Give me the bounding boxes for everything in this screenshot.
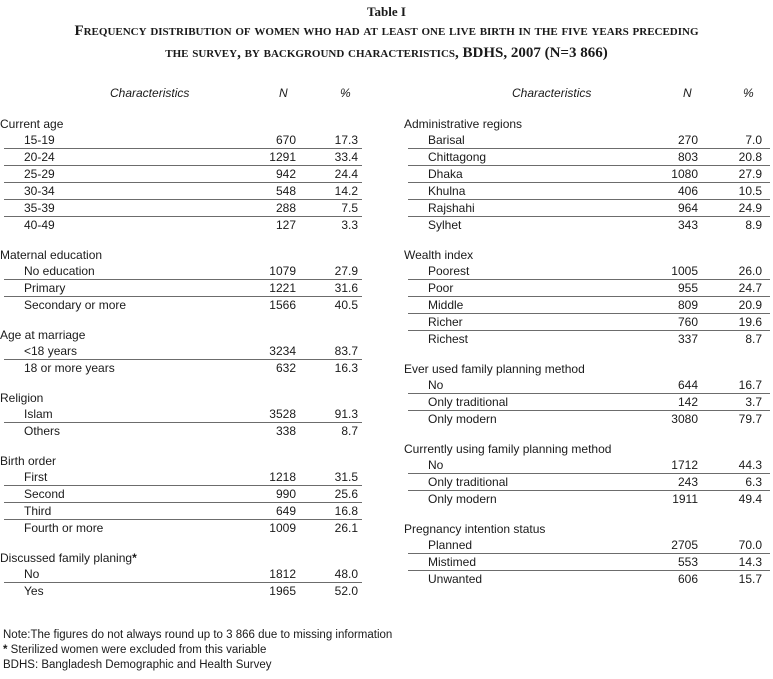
- table-row: [408, 314, 770, 331]
- row-pct: 15.7: [738, 572, 762, 586]
- table-row: [4, 166, 362, 183]
- table-row: [408, 537, 770, 554]
- row-n: 1712: [671, 458, 698, 472]
- group-discussed-family-planing: [0, 550, 362, 566]
- table-row: [4, 183, 362, 200]
- row-pct: 91.3: [334, 407, 358, 421]
- row-n: 288: [275, 201, 296, 215]
- row-pct: 8.7: [745, 332, 762, 346]
- row-label: Planned: [428, 538, 473, 552]
- row-n: 3528: [269, 407, 296, 421]
- row-n: 343: [677, 218, 698, 232]
- table-row: [4, 469, 362, 486]
- row-label: Secondary or more: [24, 298, 127, 312]
- row-label: Only traditional: [428, 475, 509, 489]
- table-row: [408, 297, 770, 314]
- row-n: 2705: [671, 538, 698, 552]
- row-n: 3234: [269, 344, 296, 358]
- row-label: Yes: [24, 584, 44, 598]
- table-row: [408, 377, 770, 394]
- row-label: Unwanted: [428, 572, 483, 586]
- row-n: 3080: [671, 412, 698, 426]
- row-pct: 27.9: [738, 167, 762, 181]
- row-n: 1911: [672, 492, 698, 506]
- row-n: 1218: [269, 470, 296, 484]
- header-n: N: [279, 86, 288, 100]
- row-label: Islam: [24, 407, 53, 421]
- row-pct: 16.3: [334, 361, 358, 375]
- row-label: 40-49: [24, 218, 55, 232]
- row-label: 25-29: [24, 167, 55, 181]
- row-label: Fourth or more: [24, 521, 104, 535]
- table-row: [408, 132, 770, 149]
- header-n: N: [683, 86, 692, 100]
- table-row: [408, 200, 770, 217]
- row-pct: 8.9: [745, 218, 762, 232]
- row-pct: 25.6: [334, 487, 358, 501]
- group-ever-used-fp: Ever used family planning method: [404, 362, 585, 376]
- group-title: Discussed family planing: [0, 551, 133, 565]
- row-n: 270: [677, 133, 698, 147]
- title-block: [0, 3, 773, 64]
- row-label: Poor: [428, 281, 454, 295]
- row-label: Barisal: [428, 133, 465, 147]
- row-label: Poorest: [428, 264, 470, 278]
- row-pct: 24.4: [334, 167, 358, 181]
- row-n: 942: [275, 167, 296, 181]
- asterisk-mark: *: [132, 551, 137, 565]
- row-label: Others: [24, 424, 61, 438]
- right-panel: [404, 80, 770, 587]
- row-label: No: [428, 458, 444, 472]
- footnote-note: Note:The figures do not always round up to 3 866 due to missing information: [3, 629, 393, 641]
- row-label: No education: [24, 264, 95, 278]
- row-n: 990: [275, 487, 296, 501]
- row-label: 30-34: [24, 184, 55, 198]
- row-label: Second: [24, 487, 65, 501]
- row-label: Richest: [428, 332, 469, 346]
- row-label: Chittagong: [428, 150, 487, 164]
- table-row: [4, 520, 362, 536]
- row-pct: 52.0: [334, 584, 358, 598]
- footnote-sterilized: [3, 643, 392, 658]
- row-n: 548: [275, 184, 296, 198]
- row-label: No: [24, 567, 40, 581]
- row-pct: 20.9: [738, 298, 762, 312]
- group-birth-order: Birth order: [0, 454, 57, 468]
- row-pct: 16.7: [738, 378, 762, 392]
- row-n: 964: [677, 201, 698, 215]
- row-n: 1566: [269, 298, 296, 312]
- row-n: 127: [275, 218, 296, 232]
- row-pct: 79.7: [738, 412, 762, 426]
- row-pct: 24.7: [738, 281, 762, 295]
- row-pct: 19.6: [738, 315, 762, 329]
- table-title-line-1: Frequency distribution of women who had at least one live birth in the five years preceding: [74, 23, 699, 39]
- row-label: Middle: [428, 298, 464, 312]
- row-n: 670: [275, 133, 296, 147]
- row-pct: 83.7: [334, 344, 358, 358]
- table-row: [4, 566, 362, 583]
- row-n: 1080: [671, 167, 698, 181]
- row-label: 18 or more years: [24, 361, 115, 375]
- row-pct: 70.0: [738, 538, 762, 552]
- row-pct: 40.5: [334, 298, 358, 312]
- header-pct: %: [743, 86, 754, 100]
- row-label: <18 years: [24, 344, 78, 358]
- row-pct: 14.2: [334, 184, 358, 198]
- row-label: Third: [24, 504, 52, 518]
- row-n: 760: [677, 315, 698, 329]
- row-label: Khulna: [428, 184, 466, 198]
- group-age-at-marriage: Age at marriage: [0, 328, 86, 342]
- table-row: [4, 280, 362, 297]
- table-row: [4, 200, 362, 217]
- row-n: 644: [677, 378, 698, 392]
- table-row: [4, 217, 362, 233]
- row-pct: 48.0: [334, 567, 358, 581]
- row-label: Only modern: [428, 492, 497, 506]
- row-pct: 7.5: [341, 201, 358, 215]
- table-row: [408, 217, 770, 233]
- table-row: [4, 132, 362, 149]
- row-n: 1291: [269, 150, 296, 164]
- table-row: [408, 183, 770, 200]
- row-n: 632: [275, 361, 296, 375]
- table-row: [4, 263, 362, 280]
- row-n: 1812: [269, 567, 296, 581]
- group-current-age: Current age: [0, 117, 64, 131]
- table-row: [4, 297, 362, 313]
- table-row: [408, 394, 770, 411]
- table-row: [408, 474, 770, 491]
- asterisk-mark: *: [3, 644, 8, 656]
- row-pct: 6.3: [745, 475, 762, 489]
- row-label: 20-24: [24, 150, 55, 164]
- header-characteristics: Characteristics: [110, 86, 190, 100]
- row-n: 406: [677, 184, 698, 198]
- table-row: [408, 280, 770, 297]
- group-pregnancy-intention: Pregnancy intention status: [404, 522, 546, 536]
- row-label: First: [24, 470, 48, 484]
- row-pct: 44.3: [738, 458, 762, 472]
- table-row: [4, 149, 362, 166]
- table-row: [408, 411, 770, 427]
- row-n: 1965: [269, 584, 296, 598]
- row-label: Richer: [428, 315, 463, 329]
- row-n: 337: [677, 332, 698, 346]
- table-row: [4, 503, 362, 520]
- row-pct: 49.4: [738, 492, 762, 506]
- table-row: [408, 457, 770, 474]
- row-pct: 16.8: [334, 504, 358, 518]
- table-row: [4, 583, 362, 599]
- table-label: Table I: [367, 4, 406, 19]
- row-label: No: [428, 378, 444, 392]
- table-row: [408, 554, 770, 571]
- row-pct: 26.0: [738, 264, 762, 278]
- row-pct: 27.9: [334, 264, 358, 278]
- row-pct: 3.7: [745, 395, 762, 409]
- table-row: [408, 571, 770, 587]
- table-row: [4, 343, 362, 360]
- row-pct: 14.3: [738, 555, 762, 569]
- table-row: [4, 406, 362, 423]
- row-n: 142: [677, 395, 698, 409]
- row-n: 1079: [269, 264, 296, 278]
- row-label: Mistimed: [428, 555, 477, 569]
- row-n: 955: [677, 281, 698, 295]
- row-pct: 31.6: [334, 281, 358, 295]
- row-n: 1221: [269, 281, 296, 295]
- table-row: [408, 149, 770, 166]
- footnote-sterilized-text: Sterilized women were excluded from this variable: [7, 644, 267, 656]
- row-n: 809: [677, 298, 698, 312]
- table-row: [4, 423, 362, 439]
- right-header-row: [404, 80, 770, 102]
- row-label: Only traditional: [428, 395, 509, 409]
- footnotes: [3, 628, 392, 673]
- row-pct: 31.5: [334, 470, 358, 484]
- row-pct: 26.1: [334, 521, 358, 535]
- row-pct: 33.4: [334, 150, 358, 164]
- row-pct: 3.3: [341, 218, 358, 232]
- row-pct: 20.8: [738, 150, 762, 164]
- group-maternal-education: Maternal education: [0, 248, 103, 262]
- table-row: [408, 491, 770, 507]
- row-label: 15-19: [24, 133, 55, 147]
- row-label: 35-39: [24, 201, 55, 215]
- footnote-abbreviation: BDHS: Bangladesh Demographic and Health Survey: [3, 659, 272, 671]
- left-header-row: [0, 80, 362, 102]
- header-characteristics: Characteristics: [512, 86, 592, 100]
- row-n: 553: [677, 555, 698, 569]
- header-pct: %: [340, 86, 351, 100]
- row-n: 803: [677, 150, 698, 164]
- row-n: 243: [677, 475, 698, 489]
- row-n: 1005: [671, 264, 698, 278]
- row-pct: 10.5: [738, 184, 762, 198]
- row-pct: 8.7: [341, 424, 358, 438]
- row-label: Only modern: [428, 412, 497, 426]
- row-n: 649: [275, 504, 296, 518]
- row-n: 1009: [269, 521, 296, 535]
- row-n: 338: [275, 424, 296, 438]
- group-religion: Religion: [0, 391, 44, 405]
- table-row: [408, 263, 770, 280]
- row-label: Dhaka: [428, 167, 463, 181]
- left-panel: [0, 80, 362, 599]
- table-row: [408, 166, 770, 183]
- row-label: Primary: [24, 281, 66, 295]
- row-pct: 24.9: [738, 201, 762, 215]
- group-wealth-index: Wealth index: [404, 248, 474, 262]
- row-label: Sylhet: [428, 218, 462, 232]
- row-label: Rajshahi: [428, 201, 475, 215]
- row-pct: 17.3: [334, 133, 358, 147]
- group-administrative-regions: Administrative regions: [404, 117, 523, 131]
- table-title-line-2: the survey, by background characteristics, BDHS, 2007 (N=3 866): [165, 45, 608, 61]
- table-row: [4, 486, 362, 503]
- group-currently-using-fp: Currently using family planning method: [404, 442, 612, 456]
- table-row: [408, 331, 770, 347]
- table-row: [4, 360, 362, 376]
- row-n: 606: [677, 572, 698, 586]
- row-pct: 7.0: [745, 133, 762, 147]
